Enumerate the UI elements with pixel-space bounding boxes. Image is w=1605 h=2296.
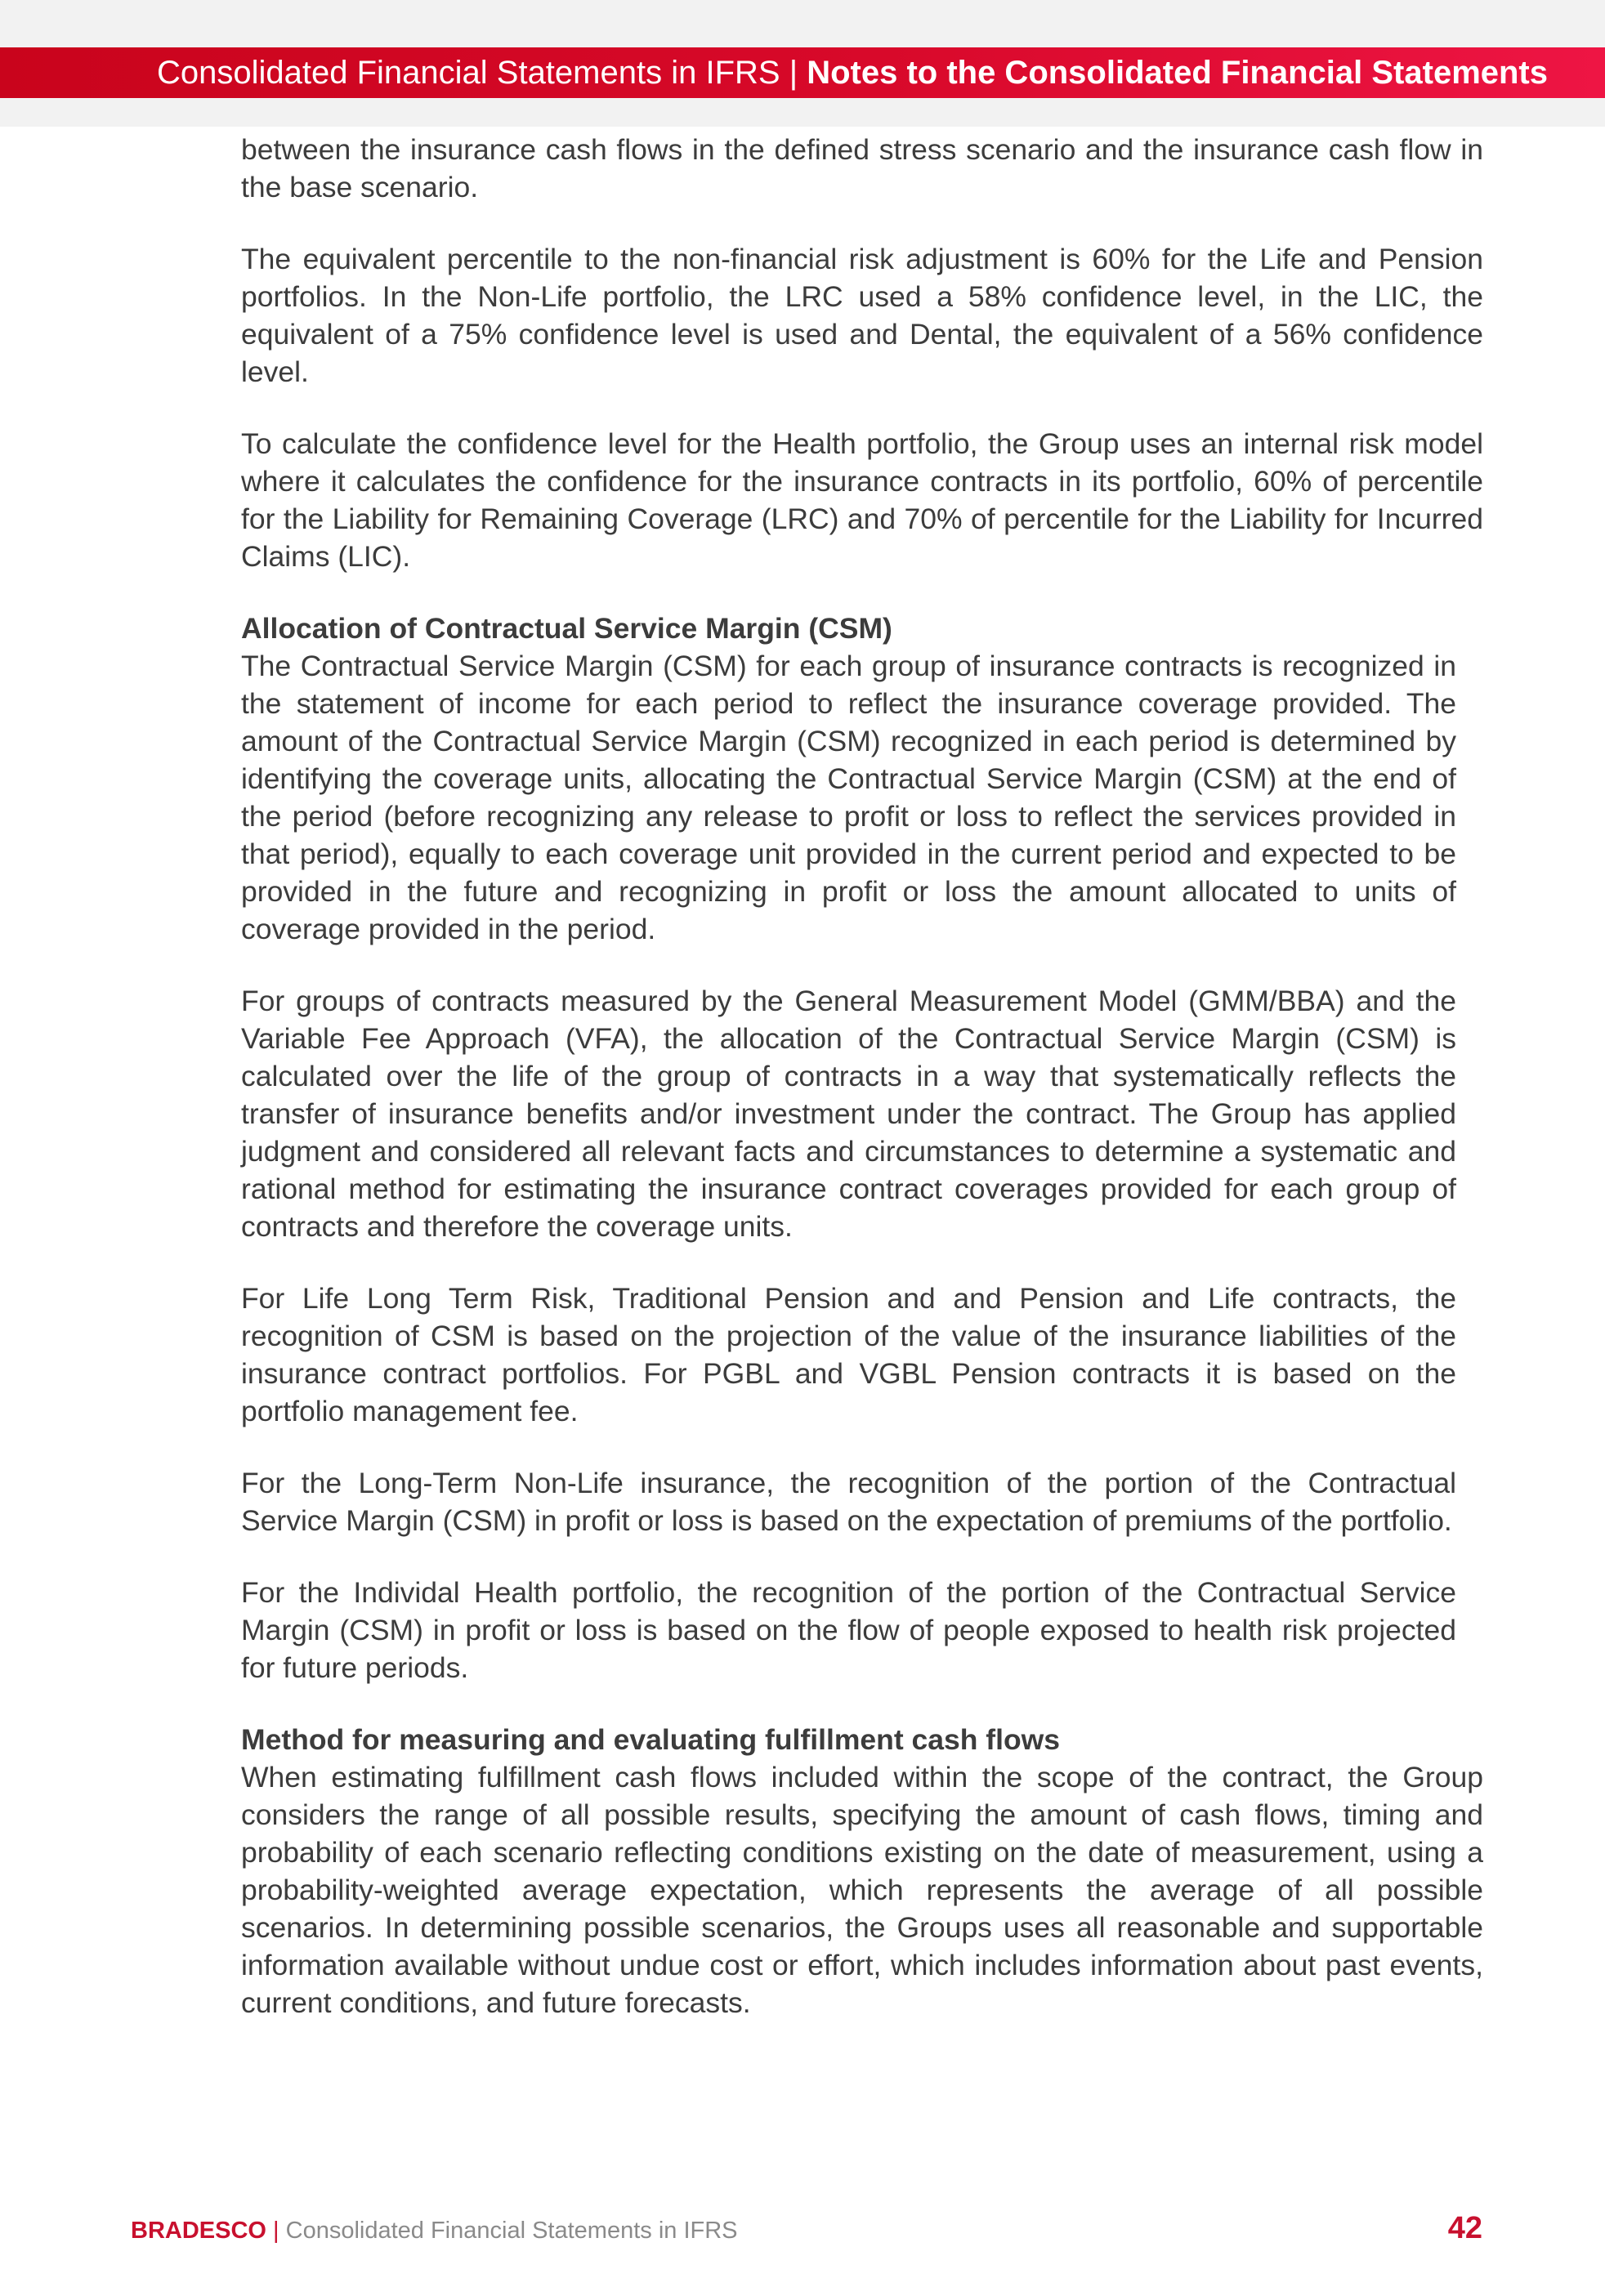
header-title: Consolidated Financial Statements in IFRS [156,55,780,91]
paragraph-health-confidence: To calculate the confidence level for the Health portfolio, the Group uses an internal risk model where it calculates the confidence for the insurance contracts in its portfolio, 60% of percentile for the Liability for Remaining Coverage (LRC) and 70% of percentile for the Liability for Incurred Claims (LIC). [241,427,1483,573]
paragraph-percentile: The equivalent percentile to the non-financial risk adjustment is 60% for the Life and Pension portfolios. In the Non-Life portfolio, the LRC used a 58% confidence level, in the LIC, the equivalent of a 75% confidence level is used and Dental, the equivalent of a 56% confidence level. [241,243,1483,388]
paragraph-life-long-term: For Life Long Term Risk, Traditional Pension and and Pension and Life contracts, the recognition of CSM is based on the projection of the value of the insurance liabilities of the insurance contract portfolios. For PGBL and VGBL Pension contracts it is based on the portfolio management fee. [241,1282,1456,1427]
footer-brand: BRADESCO [131,2218,266,2244]
paragraph-fulfillment-estimation: When estimating fulfillment cash flows included within the scope of the contract, the Group considers the range of all possible results, specifying the amount of cash flows, timing and probability of each scenario reflecting conditions existing on the date of measurement, using a probability-weighted average expectation, which represents the average of all possible scenarios. In determining possible scenarios, the Groups uses all reasonable and supportable information available without undue cost or effort, which includes information about past events, current conditions, and future forecasts. [241,1761,1483,2019]
footer-separator: | [266,2218,286,2244]
header-section: Notes to the Consolidated Financial Statements [807,55,1548,91]
header-separator: | [780,55,807,91]
header-text [157,47,1548,98]
paragraph-stress-scenario: between the insurance cash flows in the defined stress scenario and the insurance cash flow in the base scenario. [241,133,1483,203]
header-bar [0,47,1605,98]
paragraph-csm-recognition: The Contractual Service Margin (CSM) for each group of insurance contracts is recognized in the statement of income for each period to reflect the insurance coverage provided. The amount of the Contractual Service Margin (CSM) recognized in each period is determined by identifying the coverage units, allocating the Contractual Service Margin (CSM) at the end of the period (before recognizing any release to profit or loss to reflect the services provided in that period), equally to each coverage unit provided in the current period and expected to be provided in the future and recognizing in profit or loss the amount allocated to units of coverage provided in the period. [241,650,1456,945]
paragraph-non-life: For the Long-Term Non-Life insurance, the recognition of the portion of the Contractual Service Margin (CSM) in profit or loss is based on the expectation of premiums of the portfolio. [241,1467,1456,1537]
footer [131,2206,1482,2247]
page-content [241,131,1483,2056]
paragraph-gmm-vfa: For groups of contracts measured by the General Measurement Model (GMM/BBA) and the Variable Fee Approach (VFA), the allocation of the Contractual Service Margin (CSM) is calculated over the life of the group of contracts in a way that systematically reflects the transfer of insurance benefits and/or investment under the contract. The Group has applied judgment and considered all relevant facts and circumstances to determine a systematic and rational method for estimating the insurance contract coverages provided for each group of contracts and therefore the coverage units. [241,985,1456,1243]
heading-fulfillment-cash-flows: Method for measuring and evaluating fulfillment cash flows [241,1723,1061,1756]
paragraph-individual-health: For the Individal Health portfolio, the recognition of the portion of the Contractual Service Margin (CSM) in profit or loss is based on the flow of people exposed to health risk projected for future periods. [241,1576,1456,1684]
footer-left [131,2214,738,2247]
footer-doc-title: Consolidated Financial Statements in IFRS [285,2218,738,2244]
heading-csm-allocation: Allocation of Contractual Service Margin (CSM) [241,612,892,645]
page-number: 42 [1447,2211,1482,2245]
